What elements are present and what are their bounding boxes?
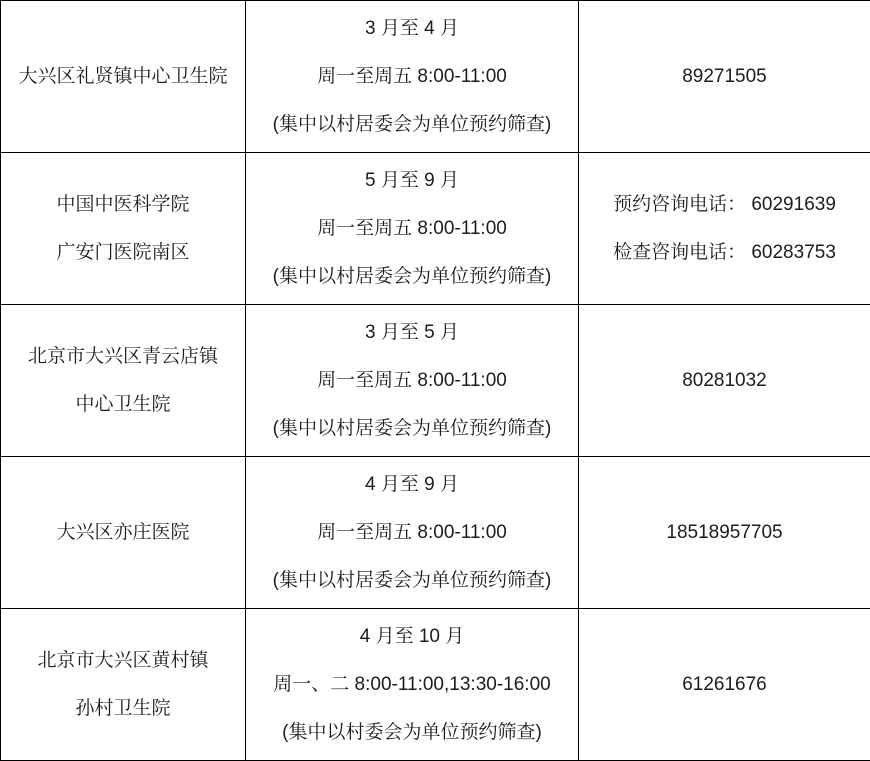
schedule-cell — [246, 1, 579, 153]
schedule-hours: 周一至周五 8:00-11:00 — [317, 523, 507, 542]
phone-cell — [579, 153, 870, 305]
phone-cell — [579, 305, 870, 457]
schedule-cell — [246, 153, 579, 305]
phone-number: 89271505 — [682, 67, 767, 86]
schedule-hours: 周一、二 8:00-11:00,13:30-16:00 — [273, 675, 550, 694]
site-cell — [1, 457, 246, 609]
schedule-note: (集中以村居委会为单位预约筛查) — [273, 267, 552, 286]
schedule-months: 3 月至 5 月 — [365, 323, 459, 342]
schedule-note: (集中以村居委会为单位预约筛查) — [273, 571, 552, 590]
site-name-line: 中心卫生院 — [75, 395, 170, 414]
phone-cell — [579, 609, 870, 761]
schedule-hours: 周一至周五 8:00-11:00 — [317, 371, 507, 390]
site-name-line: 大兴区礼贤镇中心卫生院 — [18, 67, 227, 86]
table-row — [1, 153, 870, 305]
phone-number: 61261676 — [682, 675, 767, 694]
site-name-line: 大兴区亦庄医院 — [56, 523, 189, 542]
site-name-line: 北京市大兴区黄村镇 — [37, 651, 208, 670]
table-row — [1, 457, 870, 609]
table-row — [1, 305, 870, 457]
phone-cell — [579, 457, 870, 609]
table-row — [1, 609, 870, 761]
phone-number: 18518957705 — [666, 523, 782, 542]
site-name-line: 广安门医院南区 — [56, 243, 189, 262]
schedule-months: 3 月至 4 月 — [365, 19, 459, 38]
schedule-cell — [246, 457, 579, 609]
site-cell — [1, 609, 246, 761]
table-row — [1, 1, 870, 153]
schedule-note: (集中以村居委会为单位预约筛查) — [273, 115, 552, 134]
schedule-note: (集中以村委会为单位预约筛查) — [282, 723, 542, 742]
phone-cell — [579, 1, 870, 153]
phone-number: 80281032 — [682, 371, 767, 390]
site-cell — [1, 305, 246, 457]
schedule-months: 5 月至 9 月 — [365, 171, 459, 190]
site-name-line: 孙村卫生院 — [75, 699, 170, 718]
site-cell — [1, 1, 246, 153]
schedule-cell — [246, 305, 579, 457]
phone-line: 预约咨询电话： 60291639 — [613, 195, 836, 214]
site-name-line: 中国中医科学院 — [56, 195, 189, 214]
schedule-cell — [246, 609, 579, 761]
phone-line: 检查咨询电话： 60283753 — [613, 243, 836, 262]
schedule-months: 4 月至 9 月 — [365, 475, 459, 494]
schedule-hours: 周一至周五 8:00-11:00 — [317, 219, 507, 238]
site-name-line: 北京市大兴区青云店镇 — [28, 347, 218, 366]
schedule-hours: 周一至周五 8:00-11:00 — [317, 67, 507, 86]
site-cell — [1, 153, 246, 305]
schedule-note: (集中以村居委会为单位预约筛查) — [273, 419, 552, 438]
schedule-months: 4 月至 10 月 — [360, 627, 465, 646]
